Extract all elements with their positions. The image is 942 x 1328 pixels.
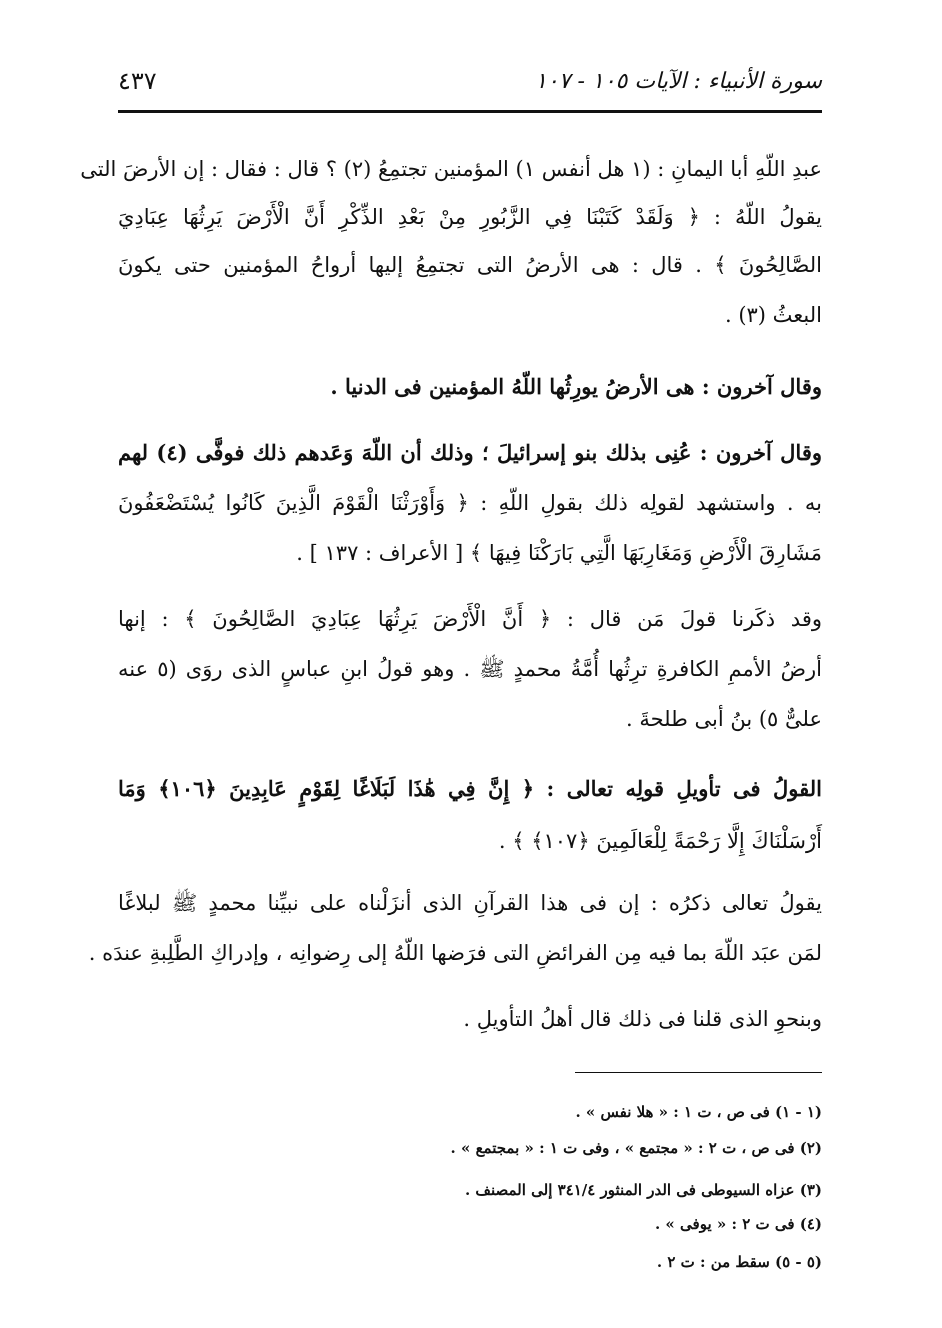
running-header <box>118 58 822 104</box>
text-line-12: القولُ فى تأويلِ قولِه تعالى : ﴿ إِنَّ فِي هَٰذَا لَبَلَاغًا لِقَوْمٍ عَابِدِينَ ﴿١٠٦﴾ وَمَا <box>118 776 822 801</box>
text-line-4: البعثُ (٣) . <box>724 303 822 327</box>
text-line-14: يقولُ تعالى ذكرُه : إن فى هذا القرآنِ الذى أنزَلْناه على نبيِّنا محمدٍ ﷺ لبلاغًا <box>118 891 822 915</box>
text-line-6: وقال آخرون : عُنِى بذلك بنو إسرائيلَ ؛ وذلك أن اللّهَ وَعَدهم ذلك فوفَّى (٤) لهم <box>118 440 823 465</box>
text-line-15: لمَن عبَد اللّهَ بما فيه مِن الفرائضِ التى فرَضها اللّهُ إلى رِضوانِه ، وإدراكِ الطَّلِبةِ عندَه . <box>88 941 822 965</box>
footnote-rule <box>575 1072 822 1073</box>
text-line-7: به . واستشهد لقولِه ذلك بقولِ اللّهِ : ﴿ وَأَوْرَثْنَا الْقَوْمَ الَّذِينَ كَانُوا يُسْتَضْعَفُونَ <box>118 491 822 515</box>
header-rule <box>118 110 822 113</box>
text-line-5: وقال آخرون : هى الأرضُ يورِثُها اللّهُ المؤمنين فى الدنيا . <box>330 374 822 399</box>
footnote-3: (٣) عزاه السيوطى فى الدر المنثور ٣٤١/٤ إلى المصنف . <box>464 1181 822 1199</box>
footnote-5: (٥ - ٥) سقط من : ت ٢ . <box>656 1253 822 1271</box>
text-line-11: علىٌّ ٥) بنُ أبى طلحةَ . <box>625 707 822 731</box>
text-line-9: وقد ذكَرنا قولَ مَن قال : ﴿ أَنَّ الْأَرْضَ يَرِثُهَا عِبَادِيَ الصَّالِحُونَ ﴾ : إنها <box>118 607 822 631</box>
text-line-1: عبدِ اللّهِ أبا اليمانِ : (١ هل أنفس ١) المؤمنين تجتمِعُ (٢) ؟ قال : فقال : إن الأرضَ التى <box>80 157 822 181</box>
text-line-13: أَرْسَلْنَاكَ إِلَّا رَحْمَةً لِلْعَالَمِينَ ﴿١٠٧﴾ ﴾ . <box>498 829 822 853</box>
page-number: ٤٣٧ <box>118 67 157 95</box>
text-line-16: وبنحوِ الذى قلنا فى ذلك قال أهلُ التأويلِ . <box>463 1007 822 1031</box>
text-line-10: أرضُ الأممِ الكافرةِ ترِثُها أُمَّةُ محمدٍ ﷺ . وهو قولُ ابنِ عباسٍ الذى روَى (٥ عنه <box>118 657 822 681</box>
text-line-3: الصَّالِحُونَ ﴾ . قال : هى الأرضُ التى تجتمِعُ إليها أرواحُ المؤمنين حتى يكونَ <box>118 253 822 277</box>
footnote-2: (٢) فى ص ، ت ٢ : « مجتمع » ، وفى ت ١ : « بمجتمع » . <box>450 1139 822 1157</box>
running-header-title: سورة الأنبياء : الآيات ١٠٥ - ١٠٧ <box>535 68 822 94</box>
footnote-1: (١ - ١) فى ص ، ت ١ : « هلا نفس » . <box>575 1103 822 1121</box>
text-line-2: يقولُ اللّهُ : ﴿ وَلَقَدْ كَتَبْنَا فِي الزَّبُورِ مِنْ بَعْدِ الذِّكْرِ أَنَّ الْأَرْضَ يَرِثُهَا عِبَادِيَ <box>118 205 822 229</box>
footnote-4: (٤) فى ت ٢ : « يوفى » . <box>654 1215 822 1233</box>
text-line-8: مَشَارِقَ الْأَرْضِ وَمَغَارِبَهَا الَّتِي بَارَكْنَا فِيهَا ﴾ [ الأعراف : ١٣٧ ] . <box>296 541 822 565</box>
